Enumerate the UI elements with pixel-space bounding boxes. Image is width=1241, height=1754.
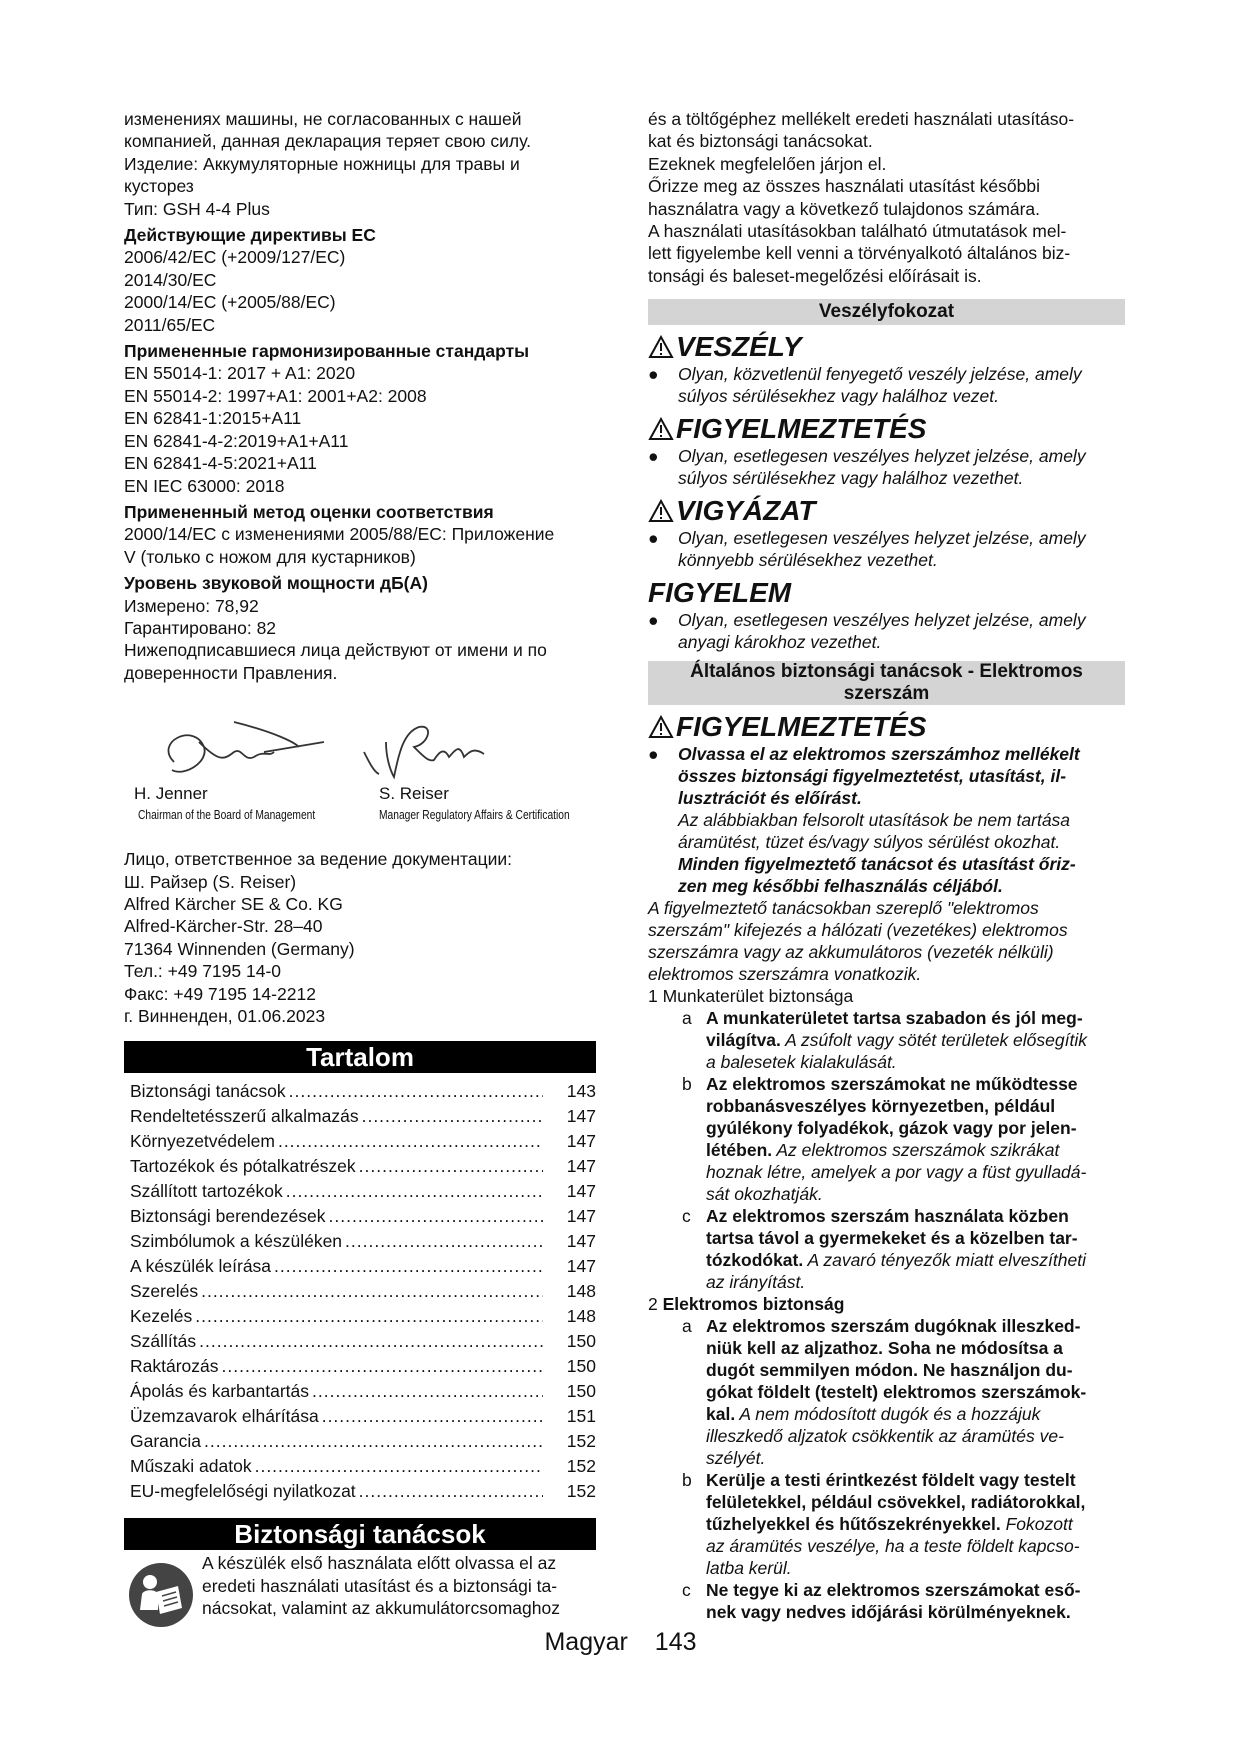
text-line-bold: Az elektromos szerszámokat ne működtesse [706,1074,1078,1095]
danger-levels-heading: Veszélyfokozat [648,299,1125,325]
footer-page-number: 143 [654,1628,697,1656]
danger-level-title [648,331,1125,363]
toc-row [124,1279,596,1304]
sub-item [648,1205,1125,1293]
text-line: összes biztonsági figyelmeztetést, utasítást, il- [678,766,1067,787]
toc-entry-page: 147 [566,1256,596,1277]
sub-item [648,1007,1125,1073]
toc-entry-title: Garancia [130,1431,202,1452]
toc-entry-page: 148 [566,1306,596,1327]
toc-dots [359,1479,543,1504]
toc-dots [278,1129,543,1154]
heading-line: szerszám [843,683,930,705]
text-line: кусторез [124,176,194,197]
text-line-bold: gókat földelt (testelt) elektromos szerszámok- [706,1382,1087,1403]
signatures [124,702,596,842]
toc-entry-page: 152 [566,1431,596,1452]
warning-title: FIGYELMEZTETÉS [676,413,927,445]
standard: EN 62841-1:2015+A11 [124,408,302,429]
text-line-bold: nek vagy nedves időjárási körülményeknek. [706,1602,1071,1623]
text-line-italic: Fokozott [1000,1514,1073,1535]
toc-entry-title: Műszaki adatok [130,1456,252,1477]
toc-row [124,1229,596,1254]
toc-row [124,1329,596,1354]
warning-title: FIGYELEM [648,577,792,609]
text-line-italic: illeszkedő aljzatok csökkentik az áramütés ve- [706,1426,1064,1447]
text-line: zen meg későbbi felhasználás céljából. [678,876,1003,897]
text-line: lusztrációt és előírást. [678,788,862,809]
text-line-bold: tózkodókat. [706,1250,804,1271]
text-line-bold: felületekkel, például csövekkel, radiátorokkal, [706,1492,1086,1513]
contact-line: Факс: +49 7195 14-2212 [124,983,316,1004]
text-line-italic: hoznak létre, amelyek a por vagy a füst gyulladá- [706,1162,1087,1183]
toc-dots [201,1279,543,1304]
toc-row [124,1129,596,1154]
text-line: és a töltőgéphez mellékelt eredeti használati utasításo- [648,109,1075,129]
text-line: áramütést, tüzet és/vagy súlyos sérülést okozhat. [678,832,1061,853]
text-line: használatra vagy a következő tulajdonos számára. [648,198,1041,219]
toc-entry-page: 147 [566,1181,596,1202]
indented-text [648,809,1125,853]
toc-dots [255,1454,543,1479]
text-line-italic: A nem módosított dugók és a hozzájuk [735,1404,1041,1425]
toc-entry-page: 150 [566,1381,596,1402]
heading-line: Általános biztonsági tanácsok - Elektromos [690,661,1083,683]
sub-item-letter: c [682,1206,691,1227]
text-line: 2000/14/EC с изменениями 2005/88/EC: Приложение [124,524,555,545]
toc-entry-title: Rendeltetésszerű alkalmazás [130,1106,359,1127]
warning-title: FIGYELMEZTETÉS [676,711,927,743]
text-line: nácsokat, valamint az akkumulátorcsomaghoz [202,1598,560,1619]
toc-dots [345,1229,543,1254]
mixed-line [706,1249,1125,1271]
bullet-item [648,445,1125,489]
text-line: tonsági és baleset-megelőzési előírásait is. [648,265,982,286]
text-line: V (только с ножом для кустарников) [124,546,416,567]
toc-entry-page: 147 [566,1106,596,1127]
toc-dots [289,1079,543,1104]
text-line-bold: Ne tegye ki az elektromos szerszámokat eső- [706,1580,1081,1601]
text-line-bold: Az elektromos szerszám használata közben [706,1206,1069,1227]
toc-entry-page: 152 [566,1456,596,1477]
sub-item [648,1579,1125,1623]
toc-entry-page: 152 [566,1481,596,1502]
text-line-italic: az irányítást. [706,1272,806,1293]
standard: EN 62841-4-5:2021+A11 [124,453,317,474]
text-line-italic: A zavaró tényezők miatt elveszítheti [803,1250,1086,1271]
toc-dots [362,1104,543,1129]
sub-item [648,1315,1125,1469]
toc-row [124,1454,596,1479]
toc-entry-title: Környezetvédelem [130,1131,275,1152]
toc-entry-page: 147 [566,1231,596,1252]
text-line-bold: niük kell az aljzathoz. Soha ne módosítsa a [706,1338,1063,1359]
toc-row [124,1404,596,1429]
warning-title: VIGYÁZAT [676,495,816,527]
text-line-bold: robbanásveszélyes környezetben, például [706,1096,1056,1117]
general-safety-heading [648,661,1125,705]
text-line: изменениях машины, не согласованных с нашей [124,109,522,129]
text-line: Az alábbiakban felsorolt utasítások be nem tartása [678,810,1071,831]
directives-heading: Действующие директивы ЕС [124,225,376,246]
left-column [124,108,596,1628]
toc-entry-title: Tartozékok és pótalkatrészek [130,1156,356,1177]
mixed-line [706,1029,1125,1051]
toc-entry-title: Szimbólumok a készüléken [130,1231,343,1252]
section-2-heading [648,1293,1125,1315]
toc-entry-page: 150 [566,1356,596,1377]
text-line: Minden figyelmeztető tanácsot és utasítást őriz- [678,854,1076,875]
text-line-bold: A munkaterületet tartsa szabadon és jól meg- [706,1008,1083,1029]
contact-line: Ш. Райзер (S. Reiser) [124,871,297,892]
toc-title: Tartalom [124,1041,596,1073]
safety-intro [124,1552,596,1628]
bullet-icon: ● [648,364,659,385]
sub-item-letter: a [682,1316,692,1337]
text-line: elektromos szerszámra vonatkozik. [648,964,922,985]
section-1-heading: 1 Munkaterület biztonsága [648,986,854,1007]
table-of-contents [124,1079,596,1504]
bullet-item [648,609,1125,653]
text-line: Olyan, esetlegesen veszélyes helyzet jelzése, amely [678,528,1086,549]
text-line-bold: tűzhelyekkel és hűtőszekrényekkel. [706,1514,1001,1535]
toc-dots [274,1254,543,1279]
safety-title: Biztonsági tanácsok [124,1518,596,1550]
text-line: компанией, данная декларация теряет свою силу. [124,131,531,152]
toc-entry-title: EU-megfelelőségi nyilatkozat [130,1481,356,1502]
text-line: доверенности Правления. [124,662,338,683]
text-line: Изделие: Аккумуляторные ножницы для травы и [124,153,520,174]
standard: EN 62841-4-2:2019+A1+A11 [124,430,349,451]
toc-dots [322,1404,543,1429]
bullet-icon: ● [648,446,659,467]
warning-triangle-icon [648,499,674,523]
signature-name: H. Jenner [134,784,208,804]
toc-entry-title: Biztonsági berendezések [130,1206,326,1227]
text-line: A használati utasításokban található útmutatások mel- [648,221,1067,242]
text-line: Olvassa el az elektromos szerszámhoz mellékelt [678,744,1080,765]
text-line: Ezeknek megfelelően járjon el. [648,153,887,174]
directive: 2011/65/EC [124,314,216,335]
footer-language: Magyar [544,1628,628,1656]
text-line-bold: gyúlékony folyadékok, gázok vagy por jelen- [706,1118,1077,1139]
text-line: kat és biztonsági tanácsokat. [648,131,873,152]
contact-line: 71364 Winnenden (Germany) [124,938,355,959]
sub-item [648,1469,1125,1579]
standards-heading: Примененные гармонизированные стандарты [124,341,530,362]
toc-entry-page: 151 [566,1406,596,1427]
toc-entry-page: 148 [566,1281,596,1302]
contact-line: Тел.: +49 7195 14-0 [124,961,282,982]
text-line: lett figyelembe kell venni a törvényalkotó általános biz- [648,243,1071,264]
section-2-items [648,1315,1125,1623]
sub-item-letter: a [682,1008,692,1029]
toc-entry-title: Ápolás és karbantartás [130,1381,309,1402]
danger-level-title [648,495,1125,527]
mixed-line [706,1403,1125,1425]
toc-entry-page: 147 [566,1156,596,1177]
toc-dots [359,1154,543,1179]
text-line-italic: sát okozhatják. [706,1184,823,1205]
text-line-bold: tartsa távol a gyermekeket és a közelben tar- [706,1228,1078,1249]
toc-entry-title: Szerelés [130,1281,199,1302]
text-line: szerszámra vagy az akkumulátoros (vezeték nélküli) [648,942,1054,963]
signature-role: Manager Regulatory Affairs & Certification [379,808,570,823]
toc-row [124,1154,596,1179]
toc-dots [204,1429,543,1454]
contact-line: Лицо, ответственное за ведение документации: [124,849,513,870]
text-line-italic: Az elektromos szerszámok szikrákat [772,1140,1060,1161]
bullet-icon: ● [648,744,659,765]
standard: EN 55014-2: 1997+A1: 2001+A2: 2008 [124,385,427,406]
contact-line: г. Винненден, 01.06.2023 [124,1006,326,1026]
page-footer [0,1628,1241,1657]
text-line: Гарантировано: 82 [124,617,277,638]
directive: 2000/14/EC (+2005/88/EC) [124,292,336,313]
sub-item-letter: b [682,1470,692,1491]
toc-row [124,1254,596,1279]
text-line-italic: szélyét. [706,1448,766,1469]
bullet-item [648,743,1125,809]
text-line-italic: az áramütés veszélye, ha a teste földelt kapcso- [706,1536,1080,1557]
text-line: Нижеподписавшиеся лица действуют от имени и по [124,640,547,661]
toc-row [124,1104,596,1129]
text-line-bold: kal. [706,1404,736,1425]
text-line: szerszám" kifejezés a hálózati (vezetékes) elektromos [648,920,1068,941]
toc-entry-title: Szállított tartozékok [130,1181,283,1202]
contact-line: Alfred Kärcher SE & Co. KG [124,893,343,914]
bullet-icon: ● [648,610,659,631]
sound-heading: Уровень звуковой мощности дБ(А) [124,573,428,594]
toc-dots [312,1379,543,1404]
toc-entry-title: A készülék leírása [130,1256,272,1277]
toc-row [124,1379,596,1404]
toc-dots [286,1179,543,1204]
toc-row [124,1354,596,1379]
warning-triangle-icon [648,715,674,739]
warning-triangle-icon [648,417,674,441]
text-line: Őrizze meg az összes használati utasítást későbbi [648,176,1040,197]
bullet-item [648,527,1125,571]
text-line-italic: a balesetek kialakulását. [706,1052,897,1073]
toc-dots [329,1204,543,1229]
text-line-bold: dugót semmilyen módon. Ne használjon du- [706,1360,1073,1381]
text-line: Тип: GSH 4-4 Plus [124,198,270,219]
mixed-line [706,1513,1125,1535]
mixed-line [706,1139,1125,1161]
toc-dots [195,1304,543,1329]
indented-bold-text [648,853,1125,897]
toc-row [124,1079,596,1104]
toc-row [124,1204,596,1229]
general-warning [648,711,1125,743]
toc-entry-title: Kezelés [130,1306,193,1327]
toc-row [124,1179,596,1204]
danger-level-title [648,577,1125,609]
text-line: eredeti használati utasítást és a biztonsági ta- [202,1575,558,1596]
text-line-bold: Kerülje a testi érintkezést földelt vagy testelt [706,1470,1076,1491]
contact-line: Alfred-Kärcher-Str. 28–40 [124,916,323,937]
signature-name: S. Reiser [379,784,449,804]
right-column [648,108,1125,1623]
text-line: Измерено: 78,92 [124,595,259,616]
section-title: Elektromos biztonság [662,1294,845,1315]
text-line: súlyos sérülésekhez vagy halálhoz vezethet. [678,468,1024,489]
danger-level-title [648,413,1125,445]
text-line: Olyan, közvetlenül fenyegető veszély jelzése, amely [678,364,1082,385]
text-line: Olyan, esetlegesen veszélyes helyzet jelzése, amely [678,446,1086,467]
text-line: könnyebb sérülésekhez vezethet. [678,550,938,571]
text-line: Olyan, esetlegesen veszélyes helyzet jelzése, amely [678,610,1086,631]
toc-entry-title: Raktározás [130,1356,219,1377]
text-line: súlyos sérülésekhez vagy halálhoz vezet. [678,386,1000,407]
note-text [648,897,1125,985]
toc-row [124,1429,596,1454]
toc-entry-title: Biztonsági tanácsok [130,1081,286,1102]
standard: EN IEC 63000: 2018 [124,475,285,496]
toc-entry-title: Szállítás [130,1331,197,1352]
sub-item-letter: b [682,1074,692,1095]
text-line-bold: világítva. [706,1030,781,1051]
sub-item [648,1073,1125,1205]
toc-entry-page: 150 [566,1331,596,1352]
signature-role: Chairman of the Board of Management [138,808,316,823]
toc-dots [199,1329,543,1354]
warning-triangle-icon [648,335,674,359]
directive: 2014/30/EC [124,269,217,290]
text-line-italic: latba kerül. [706,1558,792,1579]
text-line-bold: Az elektromos szerszám dugóknak illeszked- [706,1316,1081,1337]
directive: 2006/42/EC (+2009/127/EC) [124,247,346,268]
danger-levels [648,331,1125,653]
section-1-items [648,1007,1125,1293]
toc-entry-page: 147 [566,1206,596,1227]
warning-title: VESZÉLY [676,331,802,363]
toc-row [124,1479,596,1504]
method-heading: Примененный метод оценки соответствия [124,501,494,522]
toc-entry-page: 143 [566,1081,596,1102]
toc-row [124,1304,596,1329]
toc-entry-title: Üzemzavarok elhárítása [130,1406,319,1427]
text-line-italic: A zsúfolt vagy sötét területek elősegítik [780,1030,1087,1051]
bullet-item [648,363,1125,407]
bullet-icon: ● [648,528,659,549]
text-line: A készülék első használata előtt olvassa el az [202,1553,557,1574]
text-line: anyagi károkhoz vezethet. [678,632,882,653]
text-line: A figyelmeztető tanácsokban szereplő "elektromos [648,898,1039,919]
sub-item-letter: c [682,1580,691,1601]
read-manual-icon [128,1562,194,1628]
text-line-bold: létében. [706,1140,773,1161]
toc-dots [222,1354,543,1379]
toc-entry-page: 147 [566,1131,596,1152]
section-number: 2 [648,1294,658,1315]
standard: EN 55014-1: 2017 + A1: 2020 [124,363,356,384]
declaration-intro [124,108,596,220]
